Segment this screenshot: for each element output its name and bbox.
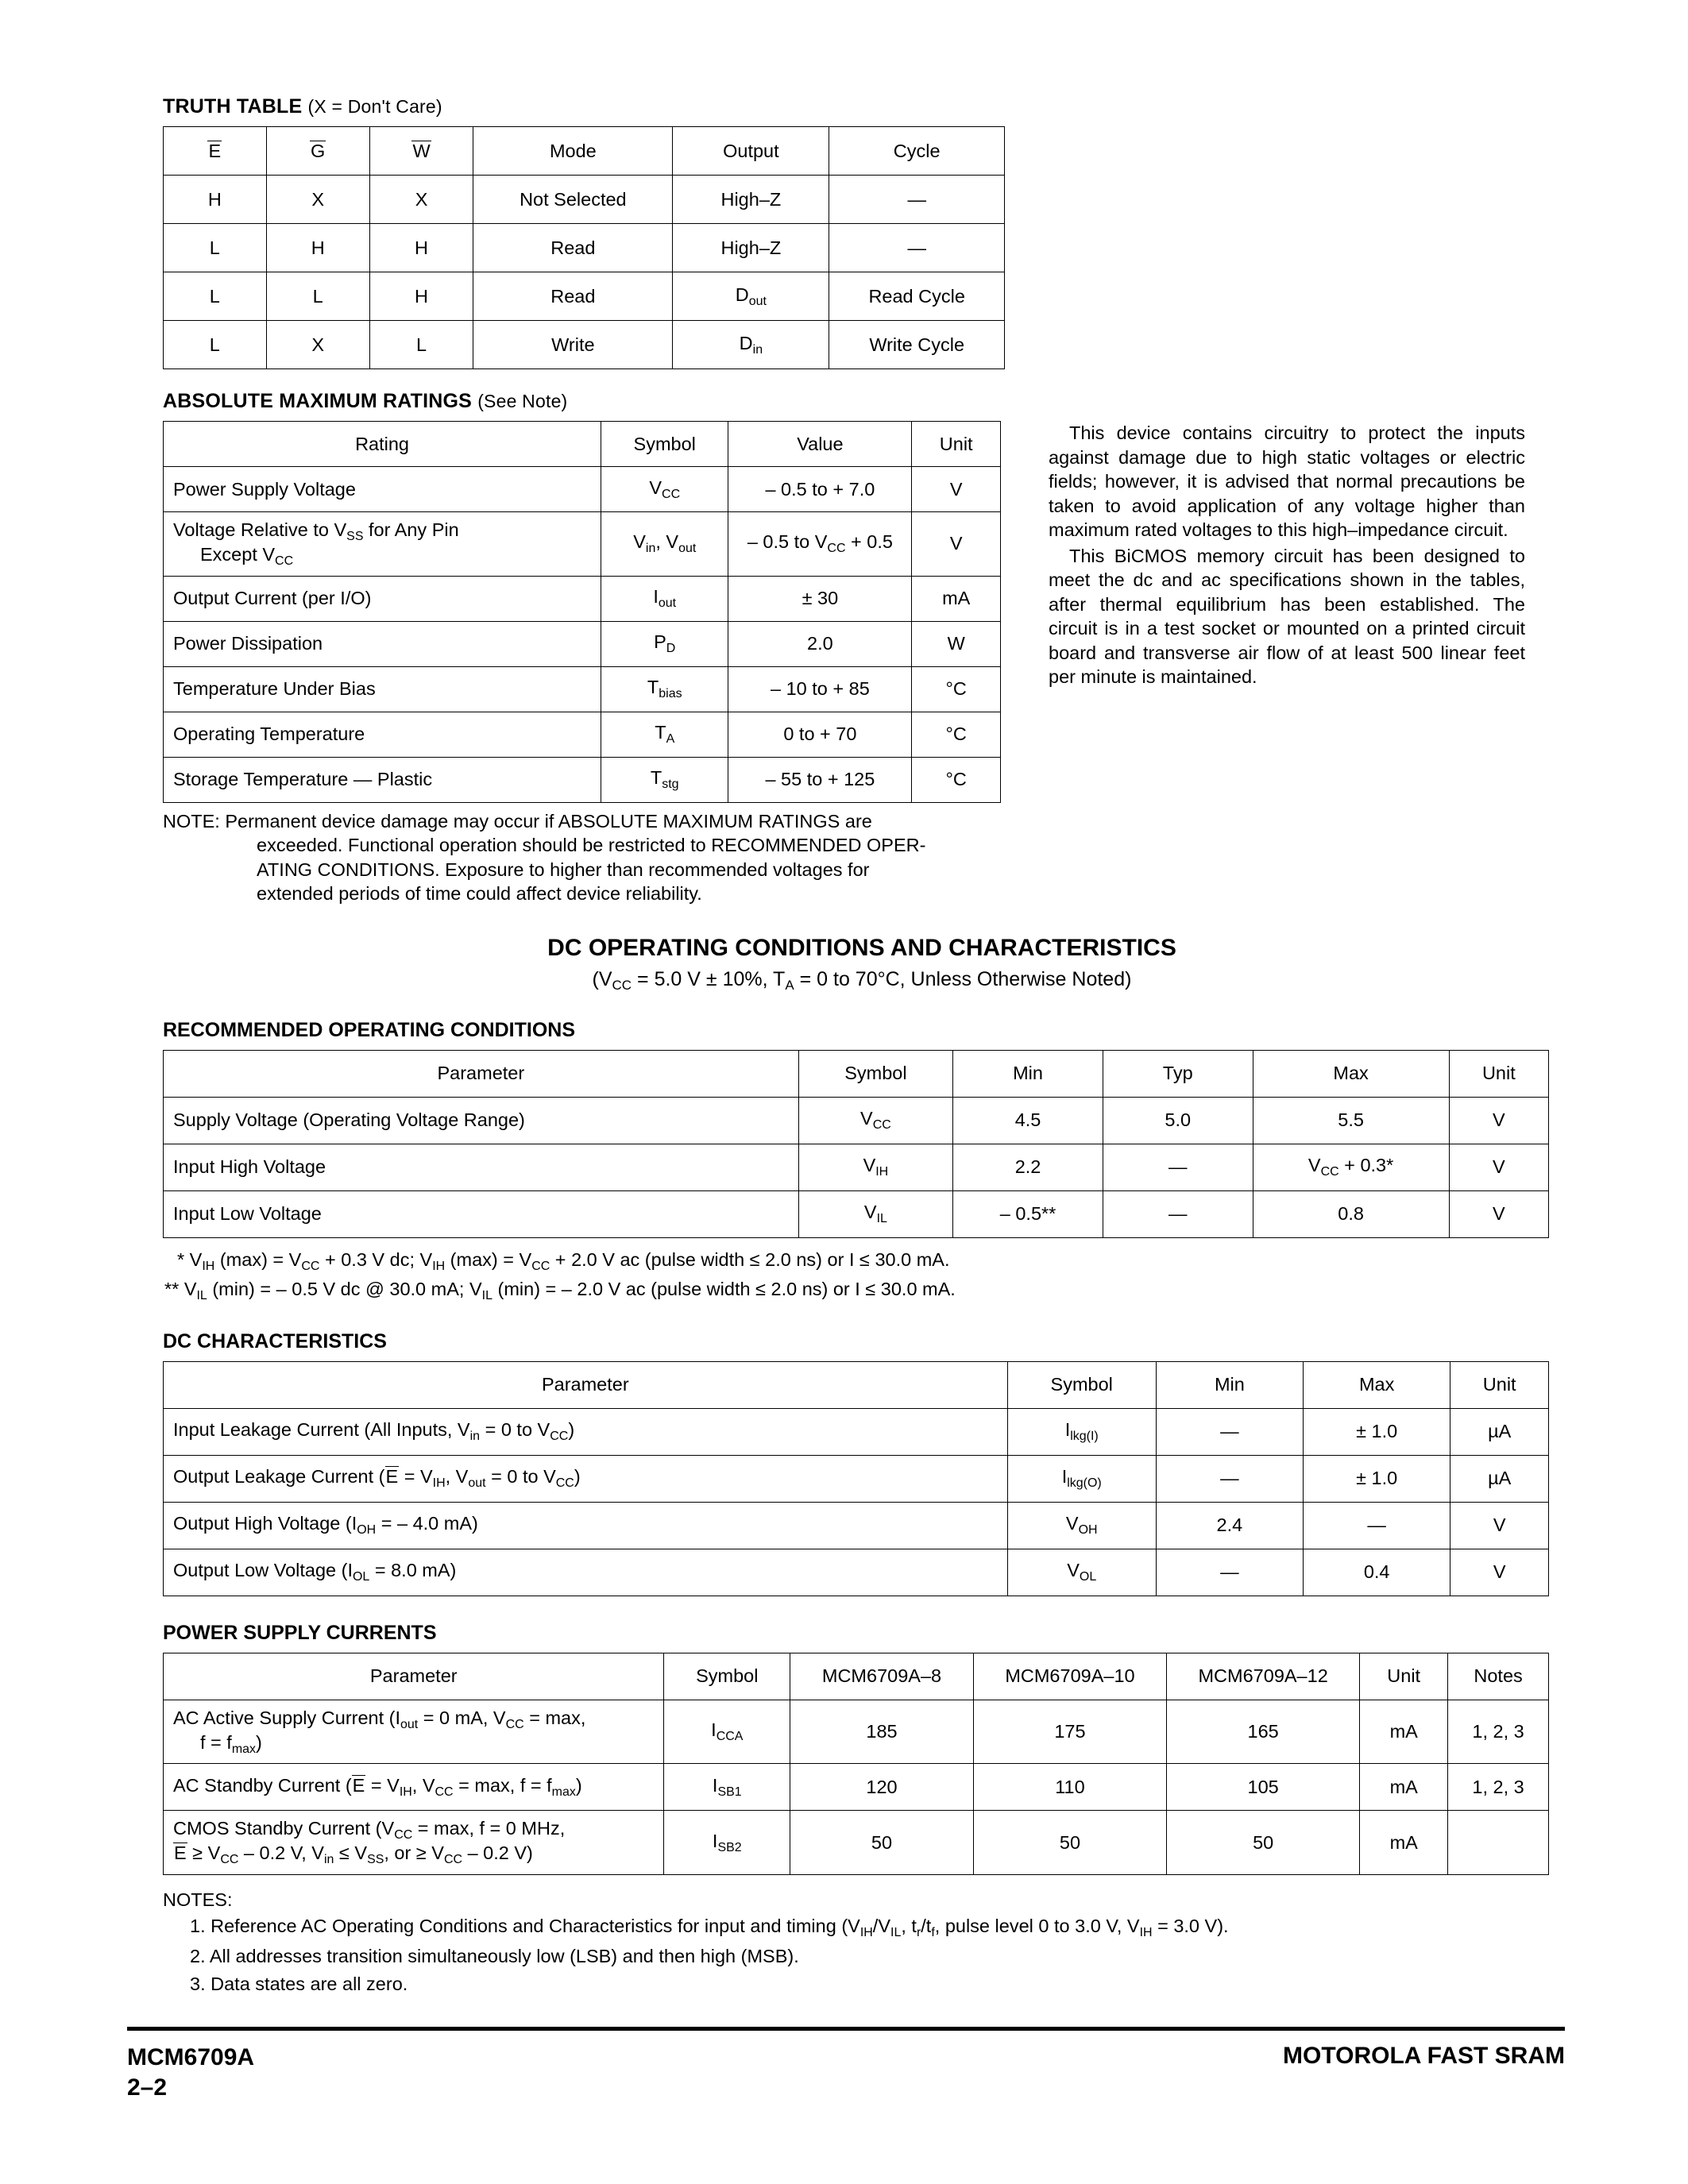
cell-symbol: $I_{SB2}$ xyxy=(664,1811,790,1875)
col-header-symbol: Symbol xyxy=(1007,1361,1156,1408)
cell-value-8: 50 xyxy=(790,1811,974,1875)
table-row xyxy=(164,272,1005,321)
footer-brand: MOTOROLA FAST SRAM xyxy=(1283,2043,1565,2069)
table-row xyxy=(164,1549,1549,1596)
cell-w: X xyxy=(369,176,473,224)
absolute-maximum-ratings-table xyxy=(163,421,1001,803)
cell-e: H xyxy=(164,176,267,224)
cell-symbol: $V_{CC}$ xyxy=(601,467,728,512)
page-content xyxy=(163,95,1561,1998)
cell-unit: V xyxy=(1449,1097,1548,1144)
col-header-mcm6709a-12: MCM6709A–12 xyxy=(1167,1653,1360,1700)
cell-max: 0.8 xyxy=(1253,1190,1449,1237)
abs-max-title-text: ABSOLUTE MAXIMUM RATINGS xyxy=(163,390,473,412)
cell-unit: mA xyxy=(1360,1700,1448,1764)
power-supply-currents-table xyxy=(163,1653,1549,1875)
table-row xyxy=(164,1455,1549,1502)
note-item-2: 2. All addresses transition simultaneously low (LSB) and then high (MSB). xyxy=(190,1945,799,1966)
cell-max: ± 1.0 xyxy=(1303,1455,1450,1502)
cell-parameter: Output Low Voltage ($I_{OL} = 8.0$ mA) xyxy=(164,1549,1008,1596)
cell-value-10: 110 xyxy=(973,1764,1166,1811)
cell-mode: Read xyxy=(473,272,673,321)
cell-symbol: $I_{SB1}$ xyxy=(664,1764,790,1811)
table-row xyxy=(164,1764,1549,1811)
cell-output: High–Z xyxy=(673,176,829,224)
cell-parameter: Input High Voltage xyxy=(164,1144,799,1190)
cell-unit: V xyxy=(912,512,1001,577)
cell-mode: Read xyxy=(473,224,673,272)
cell-symbol: $P_D$ xyxy=(601,621,728,666)
col-header-w: W xyxy=(369,127,473,176)
col-header-cycle: Cycle xyxy=(829,127,1005,176)
recommended-operating-conditions-table xyxy=(163,1050,1549,1238)
col-header-mcm6709a-8: MCM6709A–8 xyxy=(790,1653,974,1700)
cell-value: – 0.5 to + 7.0 xyxy=(728,467,912,512)
abs-max-note-line-1: NOTE: Permanent device damage may occur if ABSOLUTE MAXIMUM RATINGS are xyxy=(163,810,872,832)
cell-symbol: $I_{lkg(I)}$ xyxy=(1007,1408,1156,1455)
cell-rating: Operating Temperature xyxy=(164,712,601,757)
col-header-parameter: Parameter xyxy=(164,1361,1008,1408)
abs-max-title xyxy=(163,390,1561,413)
cell-g: X xyxy=(266,176,369,224)
col-header-min: Min xyxy=(1156,1361,1303,1408)
col-header-symbol: Symbol xyxy=(601,422,728,467)
cell-symbol: $T_{stg}$ xyxy=(601,757,728,802)
cell-parameter: Input Low Voltage xyxy=(164,1190,799,1237)
cell-rating: Temperature Under Bias xyxy=(164,666,601,712)
cell-value: – 10 to + 85 xyxy=(728,666,912,712)
power-supply-currents-title: POWER SUPPLY CURRENTS xyxy=(163,1621,437,1644)
cell-notes xyxy=(1448,1811,1549,1875)
abs-max-note-label: NOTE: xyxy=(163,810,220,832)
col-header-max: Max xyxy=(1303,1361,1450,1408)
cell-parameter: CMOS Standby Current ($V_{CC} = \max$, f = 0 MHz, $E \ge V_{CC} - 0.2$ V, $V_{in} \le V_{SS}$, or ≥ $V_{CC} - 0.2$ V) xyxy=(164,1811,664,1875)
cell-symbol: $I_{CCA}$ xyxy=(664,1700,790,1764)
cell-output: High–Z xyxy=(673,224,829,272)
col-header-notes: Notes xyxy=(1448,1653,1549,1700)
cell-symbol: $I_{out}$ xyxy=(601,576,728,621)
table-row xyxy=(164,576,1001,621)
col-header-parameter: Parameter xyxy=(164,1050,799,1097)
truth-table-title xyxy=(163,95,1561,118)
cell-unit: V xyxy=(1449,1190,1548,1237)
dc-characteristics-title: DC CHARACTERISTICS xyxy=(163,1329,387,1352)
footer-divider xyxy=(127,2027,1565,2031)
cell-rating: Power Supply Voltage xyxy=(164,467,601,512)
table-header-row xyxy=(164,1361,1549,1408)
side-note-paragraph-2: This BiCMOS memory circuit has been designed to meet the dc and ac specifications shown in the tables, after thermal equilibrium has been established. The circuit is in a test socket or mounted on a printed circuit board and transverse air flow of at least 500 linear feet per minute is maintained. xyxy=(1049,545,1525,688)
col-header-g: G xyxy=(266,127,369,176)
abs-max-note xyxy=(163,809,1033,906)
side-note-paragraph-1: This device contains circuitry to protect the inputs against damage due to high static voltages or electric fields; however, it is advised that normal precautions be taken to avoid application of any voltage higher than maximum rated voltages to this high–impedance circuit. xyxy=(1049,423,1525,541)
table-row xyxy=(164,176,1005,224)
cell-rating: Power Dissipation xyxy=(164,621,601,666)
cell-unit: µA xyxy=(1450,1455,1549,1502)
cell-symbol: $I_{lkg(O)}$ xyxy=(1007,1455,1156,1502)
col-header-unit: Unit xyxy=(912,422,1001,467)
cell-parameter: Output High Voltage ($I_{OH}$ = – 4.0 mA) xyxy=(164,1502,1008,1549)
table-row xyxy=(164,757,1001,802)
cell-rating: Storage Temperature — Plastic xyxy=(164,757,601,802)
cell-unit: mA xyxy=(912,576,1001,621)
cell-symbol: $T_A$ xyxy=(601,712,728,757)
cell-mode: Write xyxy=(473,321,673,369)
truth-table-title-note: (X = Don't Care) xyxy=(307,96,442,117)
col-header-typ: Typ xyxy=(1103,1050,1253,1097)
col-header-symbol: Symbol xyxy=(798,1050,952,1097)
table-row xyxy=(164,666,1001,712)
cell-cycle: Read Cycle xyxy=(829,272,1005,321)
cell-min: – 0.5** xyxy=(953,1190,1103,1237)
footer-part-number: MCM6709A xyxy=(127,2044,255,2070)
cell-cycle: — xyxy=(829,176,1005,224)
col-header-max: Max xyxy=(1253,1050,1449,1097)
cell-cycle: Write Cycle xyxy=(829,321,1005,369)
cell-value: ± 30 xyxy=(728,576,912,621)
cell-mode: Not Selected xyxy=(473,176,673,224)
cell-g: H xyxy=(266,224,369,272)
cell-symbol: $V_{IH}$ xyxy=(798,1144,952,1190)
cell-rating: Output Current (per I/O) xyxy=(164,576,601,621)
cell-value-12: 50 xyxy=(1167,1811,1360,1875)
roc-footnotes xyxy=(164,1246,1561,1305)
cell-max: 5.5 xyxy=(1253,1097,1449,1144)
cell-unit: °C xyxy=(912,757,1001,802)
notes-list xyxy=(163,1912,1561,1998)
cell-symbol: $V_{IL}$ xyxy=(798,1190,952,1237)
col-header-value: Value xyxy=(728,422,912,467)
col-header-e: E xyxy=(164,127,267,176)
note-item-3: 3. Data states are all zero. xyxy=(190,1973,408,1994)
cell-g: L xyxy=(266,272,369,321)
cell-parameter: Output Leakage Current ($E = V_{IH}$, $V_{out} = 0$ to $V_{CC}$) xyxy=(164,1455,1008,1502)
abs-max-title-note: (See Note) xyxy=(477,391,568,411)
cell-min: — xyxy=(1156,1549,1303,1596)
cell-min: 2.2 xyxy=(953,1144,1103,1190)
cell-typ: — xyxy=(1103,1144,1253,1190)
col-header-min: Min xyxy=(953,1050,1103,1097)
cell-unit: mA xyxy=(1360,1811,1448,1875)
table-row xyxy=(164,512,1001,577)
dc-section-heading: DC OPERATING CONDITIONS AND CHARACTERISTICS xyxy=(547,934,1176,961)
cell-unit: V xyxy=(1449,1144,1548,1190)
table-row xyxy=(164,712,1001,757)
abs-max-note-line-4: extended periods of time could affect device reliability. xyxy=(257,883,702,905)
col-header-mode: Mode xyxy=(473,127,673,176)
abs-max-row xyxy=(163,421,1561,803)
cell-symbol: $T_{bias}$ xyxy=(601,666,728,712)
abs-max-note-line-2: exceeded. Functional operation should be restricted to RECOMMENDED OPER- xyxy=(257,835,926,856)
cell-symbol: $V_{in}$, $V_{out}$ xyxy=(601,512,728,577)
cell-w: L xyxy=(369,321,473,369)
cell-e: L xyxy=(164,272,267,321)
cell-unit: °C xyxy=(912,712,1001,757)
cell-unit: W xyxy=(912,621,1001,666)
roc-title: RECOMMENDED OPERATING CONDITIONS xyxy=(163,1018,575,1041)
cell-g: X xyxy=(266,321,369,369)
cell-value: – 55 to + 125 xyxy=(728,757,912,802)
cell-max: — xyxy=(1303,1502,1450,1549)
col-header-unit: Unit xyxy=(1450,1361,1549,1408)
cell-value: 0 to + 70 xyxy=(728,712,912,757)
cell-min: — xyxy=(1156,1455,1303,1502)
cell-unit: µA xyxy=(1450,1408,1549,1455)
col-header-mcm6709a-10: MCM6709A–10 xyxy=(973,1653,1166,1700)
cell-max: 0.4 xyxy=(1303,1549,1450,1596)
dc-section-subheading: ($V_{CC} = 5.0$ V ± 10%, $T_A = 0$ to 70°C, Unless Otherwise Noted) xyxy=(592,967,1132,993)
cell-value-10: 175 xyxy=(973,1700,1166,1764)
cell-e: L xyxy=(164,321,267,369)
table-header-row xyxy=(164,127,1005,176)
cell-value: – 0.5 to $V_{CC} + 0.5$ xyxy=(728,512,912,577)
table-row xyxy=(164,1408,1549,1455)
cell-parameter: Input Leakage Current (All Inputs, $V_{in} = 0$ to $V_{CC}$) xyxy=(164,1408,1008,1455)
cell-notes: 1, 2, 3 xyxy=(1448,1764,1549,1811)
cell-min: — xyxy=(1156,1408,1303,1455)
cell-parameter: AC Active Supply Current ($I_{out} = 0$ mA, $V_{CC} = \max$, $f = f_{max}$) xyxy=(164,1700,664,1764)
truth-table-title-text: TRUTH TABLE xyxy=(163,95,303,118)
cell-w: H xyxy=(369,224,473,272)
table-row xyxy=(164,1811,1549,1875)
cell-min: 2.4 xyxy=(1156,1502,1303,1549)
cell-unit: mA xyxy=(1360,1764,1448,1811)
cell-min: 4.5 xyxy=(953,1097,1103,1144)
footer-left xyxy=(127,2043,254,2102)
cell-symbol: $V_{OL}$ xyxy=(1007,1549,1156,1596)
table-header-row xyxy=(164,1653,1549,1700)
cell-symbol: $V_{OH}$ xyxy=(1007,1502,1156,1549)
table-row xyxy=(164,1502,1549,1549)
footer-page-number: 2–2 xyxy=(127,2074,168,2101)
cell-unit: °C xyxy=(912,666,1001,712)
col-header-output: Output xyxy=(673,127,829,176)
col-header-unit: Unit xyxy=(1449,1050,1548,1097)
cell-output: $D_{out}$ xyxy=(673,272,829,321)
cell-max: ± 1.0 xyxy=(1303,1408,1450,1455)
dc-characteristics-table xyxy=(163,1361,1549,1596)
cell-value-12: 165 xyxy=(1167,1700,1360,1764)
col-header-parameter: Parameter xyxy=(164,1653,664,1700)
cell-rating: Voltage Relative to $V_{SS}$ for Any Pin Except $V_{CC}$ xyxy=(164,512,601,577)
cell-output: $D_{in}$ xyxy=(673,321,829,369)
cell-cycle: — xyxy=(829,224,1005,272)
cell-parameter: Supply Voltage (Operating Voltage Range) xyxy=(164,1097,799,1144)
table-row xyxy=(164,621,1001,666)
cell-typ: 5.0 xyxy=(1103,1097,1253,1144)
col-header-unit: Unit xyxy=(1360,1653,1448,1700)
col-header-rating: Rating xyxy=(164,422,601,467)
cell-symbol: $V_{CC}$ xyxy=(798,1097,952,1144)
table-row xyxy=(164,1144,1549,1190)
page-footer xyxy=(127,2043,1565,2102)
cell-parameter: AC Standby Current ($E = V_{IH}$, $V_{CC} = \max$, $f = f_{max}$) xyxy=(164,1764,664,1811)
cell-value: 2.0 xyxy=(728,621,912,666)
cell-value-12: 105 xyxy=(1167,1764,1360,1811)
table-header-row xyxy=(164,1050,1549,1097)
cell-typ: — xyxy=(1103,1190,1253,1237)
table-row xyxy=(164,1097,1549,1144)
note-item-1: 1. Reference AC Operating Conditions and Characteristics for input and timing ($V_{IH}/V_{IL}$, $t_r/t_f$, pulse level 0 to 3.0 V, $V_{IH} = 3.0$ V). xyxy=(190,1915,1229,1939)
cell-value-8: 120 xyxy=(790,1764,974,1811)
table-row xyxy=(164,467,1001,512)
table-row xyxy=(164,1700,1549,1764)
cell-w: H xyxy=(369,272,473,321)
table-row xyxy=(164,321,1005,369)
cell-notes: 1, 2, 3 xyxy=(1448,1700,1549,1764)
roc-footnote-1: * $V_{IH}$ $(\max) = V_{CC} + 0.3$ V dc; $V_{IH}$ $(\max) = V_{CC} + 2.0$ V ac (pulse width ≤ 2.0 ns) or I ≤ 30.0 mA. xyxy=(177,1248,950,1273)
cell-value-8: 185 xyxy=(790,1700,974,1764)
roc-footnote-2: ** $V_{IL}$ (min) = – 0.5 V dc @ 30.0 mA; $V_{IL}$ (min) = – 2.0 V ac (pulse width ≤ 2.0 ns) or I ≤ 30.0 mA. xyxy=(164,1278,956,1302)
cell-value-10: 50 xyxy=(973,1811,1166,1875)
esd-side-note xyxy=(1049,421,1525,803)
cell-unit: V xyxy=(1450,1502,1549,1549)
table-row xyxy=(164,224,1005,272)
notes-heading: NOTES: xyxy=(163,1889,233,1910)
col-header-symbol: Symbol xyxy=(664,1653,790,1700)
cell-unit: V xyxy=(1450,1549,1549,1596)
cell-e: L xyxy=(164,224,267,272)
table-row xyxy=(164,1190,1549,1237)
truth-table xyxy=(163,126,1005,369)
cell-max: $V_{CC} + 0.3*$ xyxy=(1253,1144,1449,1190)
table-header-row xyxy=(164,422,1001,467)
abs-max-note-line-3: ATING CONDITIONS. Exposure to higher than recommended voltages for xyxy=(257,859,870,880)
cell-unit: V xyxy=(912,467,1001,512)
